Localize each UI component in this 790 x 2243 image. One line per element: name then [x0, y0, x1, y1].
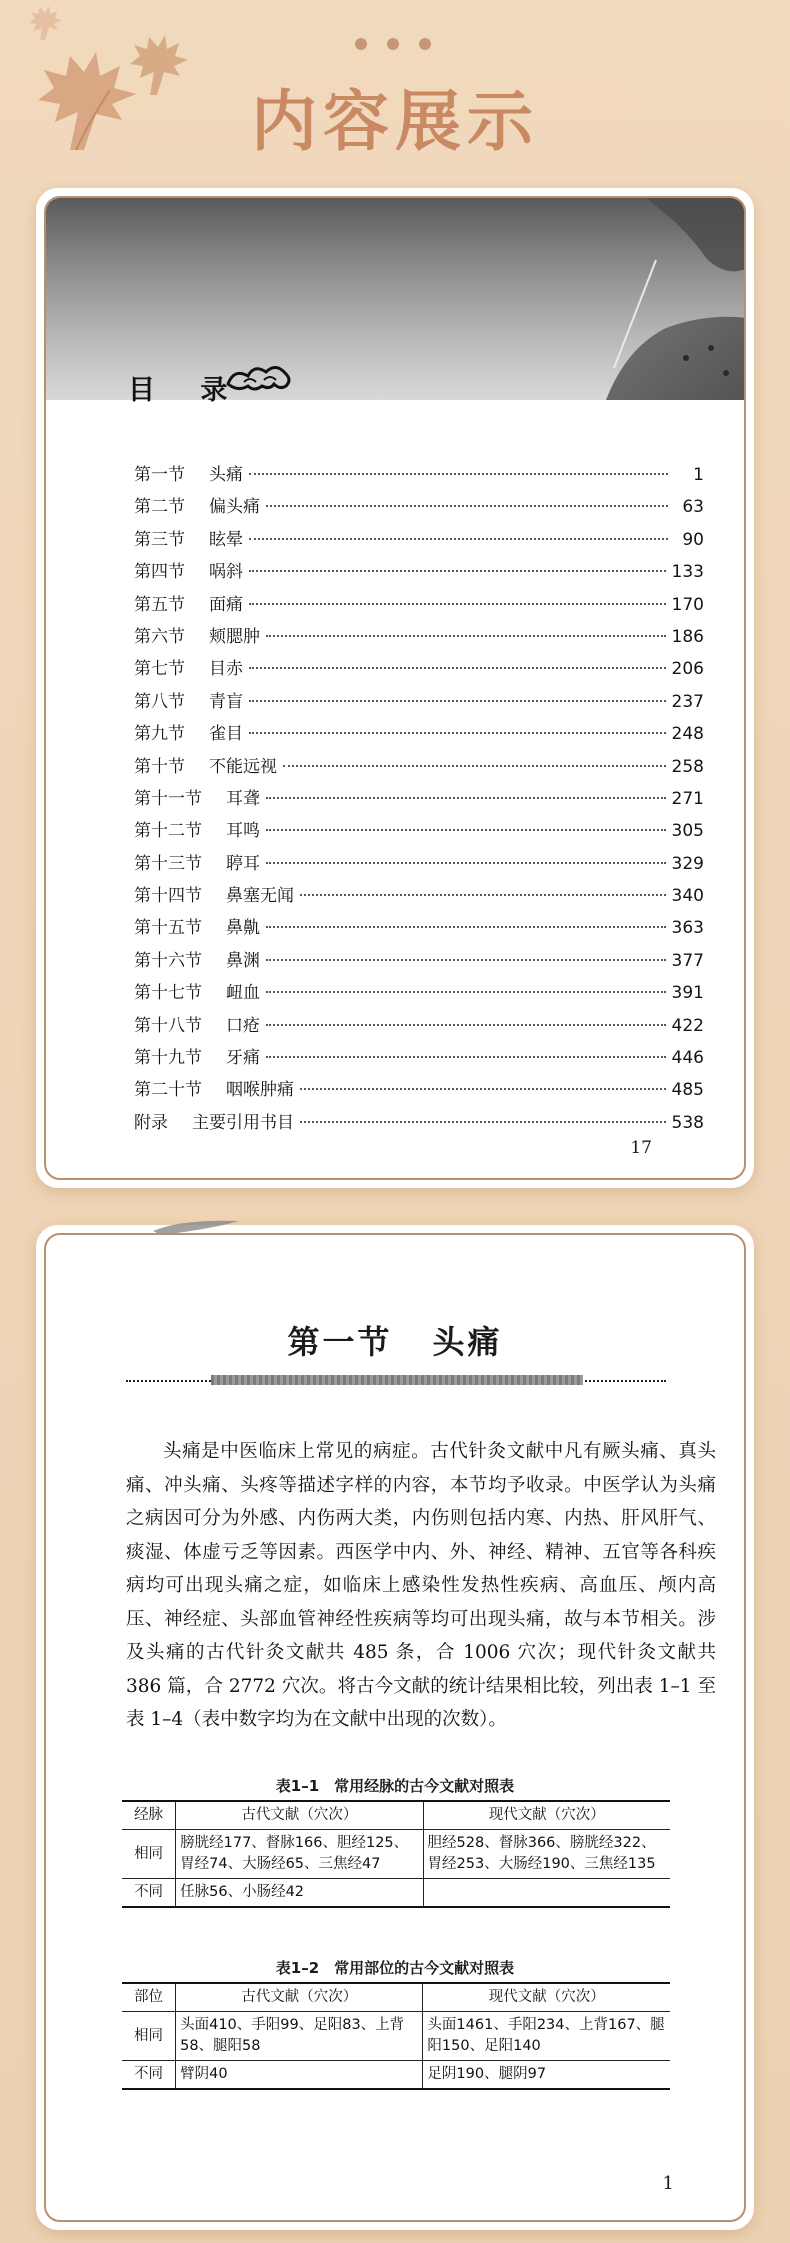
toc-leader	[249, 538, 668, 540]
toc-leader	[249, 570, 666, 572]
toc-topic: 青盲	[209, 691, 243, 712]
toc-page-number: 538	[671, 1112, 704, 1133]
section-topic: 头痛	[432, 1323, 503, 1361]
toc-leader	[266, 862, 666, 864]
toc-topic: 面痛	[209, 594, 243, 615]
toc-leader	[249, 473, 668, 475]
toc-leader	[266, 505, 668, 507]
section-body: 头痛是中医临床上常见的病症。古代针灸文献中凡有厥头痛、真头痛、冲头痛、头疼等描述字样的内容，本节均予收录。中医学认为头痛之病因可分为外感、内伤两大类，内伤则包括内寒、内热、肝风肝气、痰湿、体虚亏乏等因素。西医学中内、外、神经、精神、五官等各科疾病均可出现头痛之症，如临床上感染性发热性疾病、高血压、颅内高压、神经症、头部血管神经性疾病等均可出现头痛，故与本节相关。涉及头痛的古代针灸文献共 485 条，合 1006 穴次；现代针灸文献共 386 篇，合 2772 穴次。将古今文献的统计结果相比较，列出表 1–1 至表 1–4（表中数字均为在文献中出现的次数）。	[126, 1441, 716, 1730]
section-number: 第一节	[287, 1323, 393, 1361]
toc-entry[interactable]	[134, 525, 704, 557]
toc-leader	[300, 894, 666, 896]
toc-section: 第五节	[134, 594, 185, 615]
toc-page-number: 329	[671, 853, 704, 874]
table-cell: 头面1461、手阳234、上背167、腿阳150、足阳140	[423, 2012, 670, 2061]
toc-entry[interactable]	[134, 1075, 704, 1107]
toc-heading: 目 录	[128, 375, 246, 406]
table-header-row	[122, 1983, 670, 2012]
toc-entry[interactable]	[134, 492, 704, 524]
decor-dot	[387, 38, 399, 50]
toc-topic: 鼻渊	[226, 950, 260, 971]
table-cell: 足阴190、腿阴97	[423, 2061, 670, 2090]
toc-section: 第二十节	[134, 1080, 202, 1101]
toc-entry[interactable]	[134, 913, 704, 945]
toc-section: 第十节	[134, 756, 185, 777]
toc-section: 第七节	[134, 659, 185, 680]
toc-topic: 衄血	[226, 983, 260, 1004]
table-cell	[423, 1879, 670, 1908]
table-cell: 臂阴40	[176, 2061, 423, 2090]
page-number: 17	[630, 1138, 652, 1158]
table-header-row	[122, 1801, 670, 1830]
toc-section: 第十七节	[134, 983, 202, 1004]
table-cell: 相同	[122, 1830, 176, 1879]
table-header: 古代文献（穴次）	[176, 1983, 423, 2012]
toc-page-number: 391	[671, 983, 704, 1004]
toc-leader	[249, 700, 666, 702]
table-row	[122, 1879, 670, 1908]
toc-section: 第十三节	[134, 853, 202, 874]
page-header	[0, 0, 790, 180]
toc-page-number: 170	[671, 594, 704, 615]
toc-page-number: 186	[671, 626, 704, 647]
toc-leader	[266, 797, 666, 799]
table-header: 现代文献（穴次）	[423, 1801, 670, 1830]
toc-leader	[266, 1056, 666, 1058]
toc-section: 第三节	[134, 529, 185, 550]
toc-leader	[300, 1121, 666, 1123]
toc-page-number: 377	[671, 950, 704, 971]
toc-entry[interactable]	[134, 1108, 704, 1140]
toc-page-number: 90	[682, 529, 704, 550]
toc-section: 第二节	[134, 497, 185, 518]
toc-section: 第十二节	[134, 821, 202, 842]
toc-topic: 㖞斜	[209, 562, 243, 583]
toc-section: 第一节	[134, 465, 185, 485]
table-cell: 任脉56、小肠经42	[176, 1879, 423, 1908]
table-header: 部位	[122, 1983, 176, 2012]
toc-entry[interactable]	[134, 719, 704, 751]
toc-leader	[266, 1024, 666, 1026]
toc-topic: 聤耳	[226, 853, 260, 874]
toc-topic: 雀目	[209, 724, 243, 745]
cloud-ornament-icon	[224, 358, 294, 394]
toc-section: 第十九节	[134, 1048, 202, 1069]
toc-entry[interactable]	[134, 654, 704, 686]
table-header: 古代文献（穴次）	[176, 1801, 423, 1830]
decor-dot	[419, 38, 431, 50]
toc-entry[interactable]	[134, 687, 704, 719]
toc-topic: 鼻鼽	[226, 918, 260, 939]
toc-topic: 不能远视	[209, 756, 277, 777]
toc-page-number: 133	[671, 562, 704, 583]
toc-page-number: 271	[671, 788, 704, 809]
toc-list	[134, 460, 704, 1140]
toc-entry[interactable]	[134, 816, 704, 848]
table-row	[122, 2012, 670, 2061]
toc-section: 第十六节	[134, 950, 202, 971]
toc-page-number: 206	[671, 659, 704, 680]
toc-section: 第九节	[134, 724, 185, 745]
toc-section: 第十八节	[134, 1015, 202, 1036]
toc-page-number: 63	[682, 497, 704, 518]
toc-entry[interactable]	[134, 978, 704, 1010]
toc-page-number: 446	[671, 1048, 704, 1069]
toc-page-number: 248	[671, 724, 704, 745]
toc-topic: 主要引用书目	[192, 1112, 294, 1133]
toc-leader	[249, 667, 666, 669]
toc-entry[interactable]	[134, 784, 704, 816]
toc-topic: 耳鸣	[226, 821, 260, 842]
toc-entry[interactable]	[134, 557, 704, 589]
toc-topic: 颊腮肿	[209, 626, 260, 647]
table-header: 经脉	[122, 1801, 176, 1830]
toc-entry[interactable]	[134, 752, 704, 784]
table-row	[122, 1830, 670, 1879]
toc-section: 第十四节	[134, 886, 202, 907]
table-cell: 膀胱经177、督脉166、胆经125、胃经74、大肠经65、三焦经47	[176, 1830, 423, 1879]
toc-section: 第八节	[134, 691, 185, 712]
toc-section: 第六节	[134, 626, 185, 647]
toc-topic: 耳聋	[226, 788, 260, 809]
toc-topic: 眩晕	[209, 529, 243, 550]
toc-page	[44, 196, 746, 1180]
table-cell: 头面410、手阳99、足阳83、上背58、腿阳58	[176, 2012, 423, 2061]
toc-entry[interactable]	[134, 590, 704, 622]
toc-entry[interactable]	[134, 1011, 704, 1043]
title-divider-bar	[211, 1375, 583, 1385]
toc-section: 附录	[134, 1112, 168, 1133]
toc-entry[interactable]	[134, 946, 704, 978]
table-caption: 表1–2 常用部位的古今文献对照表	[275, 1959, 515, 1977]
table-cell: 不同	[122, 1879, 176, 1908]
table-caption: 表1–1 常用经脉的古今文献对照表	[275, 1777, 515, 1795]
toc-topic: 目赤	[209, 659, 243, 680]
toc-page-number: 485	[671, 1080, 704, 1101]
toc-leader	[266, 635, 666, 637]
toc-entry[interactable]	[134, 1043, 704, 1075]
decor-dots	[355, 38, 431, 50]
toc-page-number: 237	[671, 691, 704, 712]
toc-page-number: 363	[671, 918, 704, 939]
toc-entry[interactable]	[134, 849, 704, 881]
table-cell: 不同	[122, 2061, 176, 2090]
section-title	[46, 1317, 744, 1363]
table-cell: 胆经528、督脉366、膀胱经322、胃经253、大肠经190、三焦经135	[423, 1830, 670, 1879]
decor-dot	[355, 38, 367, 50]
toc-page-number: 422	[671, 1015, 704, 1036]
page-title: 内容展示	[251, 83, 539, 160]
page-number: 1	[662, 2173, 674, 2194]
toc-leader	[266, 991, 666, 993]
toc-entry[interactable]	[134, 460, 704, 492]
section-page	[44, 1233, 746, 2222]
table-header: 现代文献（穴次）	[423, 1983, 670, 2012]
toc-topic: 鼻塞无闻	[226, 886, 294, 907]
toc-leader	[249, 732, 666, 734]
toc-section: 第四节	[134, 562, 185, 583]
toc-topic: 口疮	[226, 1015, 260, 1036]
toc-entry[interactable]	[134, 622, 704, 654]
toc-page-number: 258	[671, 756, 704, 777]
toc-page-number: 1	[693, 465, 704, 485]
toc-leader	[283, 765, 666, 767]
toc-page-number: 340	[671, 886, 704, 907]
toc-topic: 头痛	[209, 465, 243, 485]
table-row	[122, 2061, 670, 2090]
toc-card	[36, 188, 754, 1188]
toc-leader	[300, 1088, 666, 1090]
toc-section: 第十一节	[134, 788, 202, 809]
section-card	[36, 1225, 754, 2230]
toc-leader	[249, 603, 666, 605]
toc-topic: 牙痛	[226, 1048, 260, 1069]
table-cell: 相同	[122, 2012, 176, 2061]
toc-topic: 咽喉肿痛	[226, 1080, 294, 1101]
toc-section: 第十五节	[134, 918, 202, 939]
body-part-table	[122, 1982, 670, 2090]
toc-leader	[266, 959, 666, 961]
toc-topic: 偏头痛	[209, 497, 260, 518]
toc-leader	[266, 926, 666, 928]
toc-leader	[266, 829, 666, 831]
toc-entry[interactable]	[134, 881, 704, 913]
meridian-table	[122, 1800, 670, 1908]
toc-page-number: 305	[671, 821, 704, 842]
